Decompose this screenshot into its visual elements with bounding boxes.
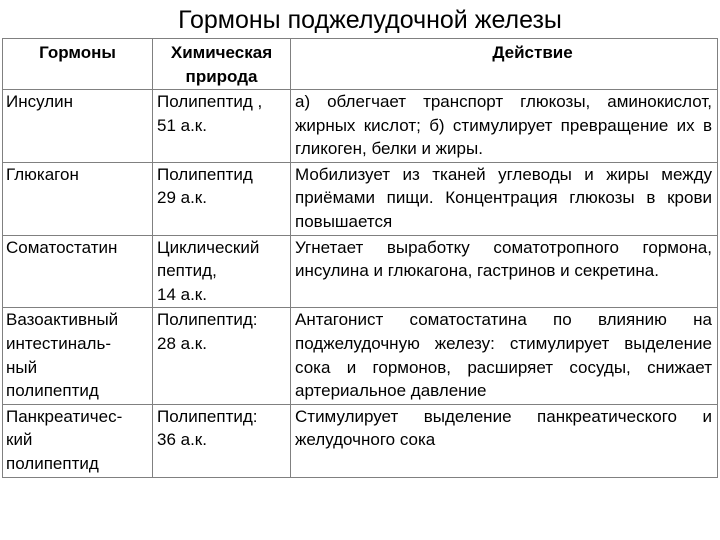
hormone-name: Глюкагон [3, 162, 153, 235]
table-row [3, 162, 718, 235]
chemical-nature: Циклический пептид, 14 а.к. [153, 235, 291, 308]
hormone-name: Соматостатин [3, 235, 153, 308]
page-title: Гормоны поджелудочной железы [178, 6, 562, 34]
table-row [3, 90, 718, 163]
hormone-action: а) облегчает транспорт глюкозы, аминокислот, жирных кислот; б) стимулирует превращение их в гликоген, белки и жиры. [291, 90, 718, 163]
chemical-nature: Полипептид 29 а.к. [153, 162, 291, 235]
hormones-table [2, 38, 718, 478]
table-row [3, 404, 718, 477]
table-row [3, 235, 718, 308]
header-action: Действие [291, 39, 718, 90]
chemical-nature: Полипептид: 36 а.к. [153, 404, 291, 477]
hormone-action: Антагонист соматостатина по влиянию на поджелудочную железу: стимулирует выделение сока и гормонов, расширяет сосуды, снижает артериальное давление [291, 308, 718, 404]
hormone-name: Инсулин [3, 90, 153, 163]
hormone-action: Угнетает выработку соматотропного гормона, инсулина и глюкагона, гастринов и секретина. [291, 235, 718, 308]
chemical-nature: Полипептид: 28 а.к. [153, 308, 291, 404]
table-header-row [3, 39, 718, 90]
hormone-action: Стимулирует выделение панкреатического и желудочного сока [291, 404, 718, 477]
header-chemical-nature: Химическая природа [153, 39, 291, 90]
table-row [3, 308, 718, 404]
hormone-action: Мобилизует из тканей углеводы и жиры между приёмами пищи. Концентрация глюкозы в крови повышается [291, 162, 718, 235]
hormone-name: Панкреатичес- кий полипептид [3, 404, 153, 477]
hormone-name: Вазоактивный интестиналь- ный полипептид [3, 308, 153, 404]
chemical-nature: Полипептид , 51 а.к. [153, 90, 291, 163]
header-hormones: Гормоны [3, 39, 153, 90]
